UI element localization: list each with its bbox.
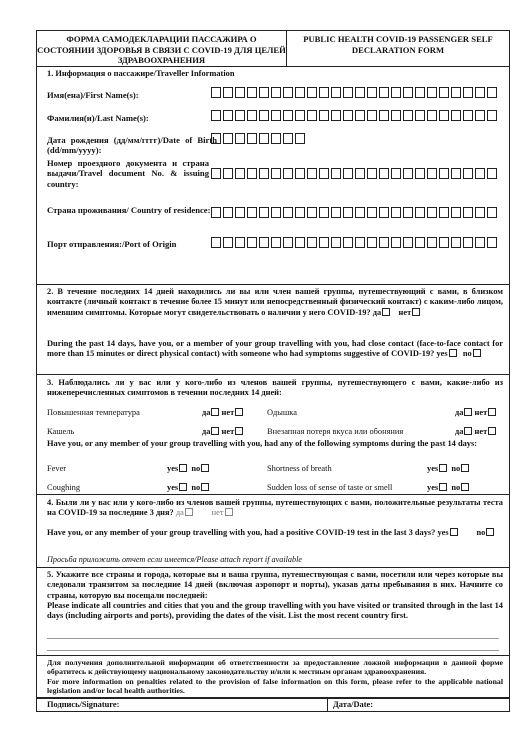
char-box[interactable] xyxy=(211,168,221,179)
char-box[interactable] xyxy=(295,207,305,218)
yes-label: да xyxy=(455,427,464,436)
no-label: no xyxy=(451,483,461,492)
char-box[interactable] xyxy=(487,110,497,121)
char-box[interactable] xyxy=(223,207,233,218)
yes-label: да xyxy=(202,408,211,417)
char-box[interactable] xyxy=(451,87,461,98)
char-box[interactable] xyxy=(223,110,233,121)
date-label: Дата/Date: xyxy=(333,700,373,709)
section4-yes-ru-checkbox[interactable] xyxy=(185,508,193,516)
char-box[interactable] xyxy=(271,168,281,179)
char-box[interactable] xyxy=(331,237,341,248)
last-name-field[interactable] xyxy=(211,110,499,121)
yes-label: да xyxy=(202,427,211,436)
travel-document-label: Номер проездного документа и страна выдачи/Travel document No. & issuing country: xyxy=(47,158,209,189)
char-box[interactable] xyxy=(475,168,485,179)
title-en: PUBLIC HEALTH COVID-19 PASSENGER SELF DECLARATION FORM xyxy=(303,34,493,55)
signature-row xyxy=(37,699,509,712)
no-label: нет xyxy=(474,408,488,417)
char-box[interactable] xyxy=(391,110,401,121)
char-box[interactable] xyxy=(475,237,485,248)
section-traveller-information xyxy=(37,67,509,285)
char-box[interactable] xyxy=(451,207,461,218)
char-box[interactable] xyxy=(463,237,473,248)
yes-label: yes xyxy=(167,483,179,492)
section5-text-en: Please indicate all countries and cities that you and the group travelling with you have visited or transited through in the last 14 days (including airports and ports), providing the dates of the visit. List the most recent country first. xyxy=(47,601,503,621)
char-box[interactable] xyxy=(283,110,293,121)
symptom-taste-ru: Внезапная потеря вкуса или обоняния xyxy=(267,427,404,436)
fever-en-yes-checkbox[interactable] xyxy=(179,464,187,472)
section4-question-en xyxy=(47,528,503,538)
char-box[interactable] xyxy=(307,87,317,98)
fever-en-no-checkbox[interactable] xyxy=(201,464,209,472)
section4-yes-ru-label: да xyxy=(175,508,184,518)
char-box[interactable] xyxy=(343,207,353,218)
char-box[interactable] xyxy=(463,168,473,179)
countries-line-2[interactable] xyxy=(47,650,499,651)
cough-en-yes-checkbox[interactable] xyxy=(179,483,187,491)
cough-en-no-checkbox[interactable] xyxy=(201,483,209,491)
char-box[interactable] xyxy=(355,168,365,179)
char-box[interactable] xyxy=(487,207,497,218)
section4-text-ru: 4. Были ли у вас или у кого-либо из членов вашей группы, путешествующих с вами, положительные результаты теста на COVID-19 за последние 3 дня? xyxy=(47,498,503,518)
char-box[interactable] xyxy=(379,237,389,248)
section4-yes-en-checkbox[interactable] xyxy=(450,528,458,536)
signature-label: Подпись/Signature: xyxy=(47,700,120,709)
symptom-fever-ru: Повышенная температура xyxy=(47,408,140,417)
char-box[interactable] xyxy=(271,237,281,248)
char-box[interactable] xyxy=(247,207,257,218)
char-box[interactable] xyxy=(235,168,245,179)
char-box[interactable] xyxy=(271,110,281,121)
shortness-ru-options xyxy=(455,408,496,418)
fever-ru-yes-checkbox[interactable] xyxy=(211,408,219,416)
char-box[interactable] xyxy=(259,237,269,248)
char-box[interactable] xyxy=(307,207,317,218)
char-box[interactable] xyxy=(307,110,317,121)
section6-text-en: For more information on penalties related to the provision of false information on this form, please refer to the applicable national legislation and/or local health authorities. xyxy=(47,677,503,695)
country-of-residence-field[interactable] xyxy=(211,207,499,218)
symptom-cough-ru: Кашель xyxy=(47,427,75,436)
section-positive-test xyxy=(37,495,509,568)
char-box[interactable] xyxy=(391,168,401,179)
travel-document-field[interactable] xyxy=(211,168,499,179)
title-ru: ФОРМА САМОДЕКЛАРАЦИИ ПАССАЖИРА О СОСТОЯНИИ ЗДОРОВЬЯ В СВЯЗИ С COVID-19 ДЛЯ ЦЕЛЕЙ ЗДРАВООХРАНЕНИЯ xyxy=(37,31,287,67)
char-box[interactable] xyxy=(415,207,425,218)
char-box[interactable] xyxy=(331,168,341,179)
section2-yes-ru-checkbox[interactable] xyxy=(382,308,390,316)
char-box[interactable] xyxy=(343,110,353,121)
section4-yes-en-label: yes xyxy=(437,528,449,537)
char-box[interactable] xyxy=(223,168,233,179)
char-box[interactable] xyxy=(295,133,305,144)
first-name-label: Имя(ена)/First Name(s): xyxy=(47,90,139,100)
char-box[interactable] xyxy=(391,87,401,98)
countries-line-1[interactable] xyxy=(47,638,499,639)
char-box[interactable] xyxy=(403,168,413,179)
char-box[interactable] xyxy=(391,237,401,248)
char-box[interactable] xyxy=(451,237,461,248)
shortness-ru-no-checkbox[interactable] xyxy=(488,408,496,416)
char-box[interactable] xyxy=(379,87,389,98)
char-box[interactable] xyxy=(319,237,329,248)
char-box[interactable] xyxy=(355,207,365,218)
taste-en-yes-checkbox[interactable] xyxy=(439,483,447,491)
shortness-en-options xyxy=(427,464,469,474)
section2-question-en xyxy=(47,339,503,360)
fever-en-options xyxy=(167,464,209,474)
shortness-en-no-checkbox[interactable] xyxy=(461,464,469,472)
char-box[interactable] xyxy=(439,207,449,218)
char-box[interactable] xyxy=(403,207,413,218)
char-box[interactable] xyxy=(451,168,461,179)
char-box[interactable] xyxy=(235,87,245,98)
section4-no-en-label: no xyxy=(476,528,486,537)
symptom-shortness-ru: Одышка xyxy=(267,408,297,417)
char-box[interactable] xyxy=(307,237,317,248)
char-box[interactable] xyxy=(451,110,461,121)
no-label: no xyxy=(191,483,201,492)
char-box[interactable] xyxy=(331,207,341,218)
taste-ru-yes-checkbox[interactable] xyxy=(464,427,472,435)
char-box[interactable] xyxy=(439,237,449,248)
yes-label: yes xyxy=(427,483,439,492)
char-box[interactable] xyxy=(223,133,233,144)
char-box[interactable] xyxy=(319,168,329,179)
section4-no-en-checkbox[interactable] xyxy=(486,528,494,536)
char-box[interactable] xyxy=(427,207,437,218)
char-box[interactable] xyxy=(295,168,305,179)
char-box[interactable] xyxy=(235,110,245,121)
char-box[interactable] xyxy=(211,207,221,218)
shortness-ru-yes-checkbox[interactable] xyxy=(464,408,472,416)
yes-label: да xyxy=(455,408,464,417)
fever-ru-no-checkbox[interactable] xyxy=(235,408,243,416)
symptom-taste-en: Sudden loss of sense of taste or smell xyxy=(267,483,393,492)
signature-divider xyxy=(327,699,328,712)
taste-en-options xyxy=(427,483,469,493)
symptom-shortness-en: Shortness of breath xyxy=(267,464,332,473)
no-label: нет xyxy=(221,408,235,417)
country-of-residence-label: Страна проживания/ Country of residence: xyxy=(47,205,211,215)
char-box[interactable] xyxy=(415,110,425,121)
char-box[interactable] xyxy=(427,110,437,121)
char-box[interactable] xyxy=(379,110,389,121)
char-box[interactable] xyxy=(247,87,257,98)
char-box[interactable] xyxy=(379,168,389,179)
char-box[interactable] xyxy=(235,237,245,248)
taste-ru-options xyxy=(455,427,496,437)
char-box[interactable] xyxy=(319,207,329,218)
char-box[interactable] xyxy=(463,87,473,98)
char-box[interactable] xyxy=(247,133,257,144)
char-box[interactable] xyxy=(367,237,377,248)
char-box[interactable] xyxy=(367,110,377,121)
section2-text-ru: 2. В течение последних 14 дней находились ли вы или член вашей группы, путешествующий с вами, в близком контакте (личный контакт в течение более 15 минут или непосредственный физический контакт) с каким-либо лицом, имевшим симптомы. Которые могут свидетельствовать о наличии у него COVID-19? xyxy=(47,287,503,317)
char-box[interactable] xyxy=(403,237,413,248)
char-box[interactable] xyxy=(367,207,377,218)
char-box[interactable] xyxy=(355,110,365,121)
char-box[interactable] xyxy=(283,133,293,144)
date-of-birth-field[interactable] xyxy=(211,133,307,144)
section2-no-en-label: no xyxy=(462,349,472,359)
char-box[interactable] xyxy=(343,237,353,248)
section2-text-en: During the past 14 days, have you, or a member of your group travelling with you, had close contact (face-to-face contact for more than 15 minutes or direct physical contact) with someone who had symptoms suggestive of COVID-19? xyxy=(47,339,503,359)
section3-text-en: Have you, or any member of your group travelling with you, had any of the following symptoms during the past 14 days: xyxy=(47,439,478,448)
char-box[interactable] xyxy=(223,237,233,248)
char-box[interactable] xyxy=(475,207,485,218)
char-box[interactable] xyxy=(403,110,413,121)
char-box[interactable] xyxy=(403,87,413,98)
section5-text-ru: 5. Укажите все страны и города, которые вы и ваша группа, путешествующая с вами, посетили или через которые вы следовали транзитом за последние 14 дней (включая аэропорт и порты), указав даты пребывания в них. Начните со страны, которую вы посещали последней: xyxy=(47,570,503,600)
char-box[interactable] xyxy=(283,168,293,179)
section2-question-ru xyxy=(47,287,503,318)
yes-label: yes xyxy=(427,464,439,473)
cough-en-options xyxy=(167,483,209,493)
char-box[interactable] xyxy=(463,110,473,121)
char-box[interactable] xyxy=(439,87,449,98)
yes-label: yes xyxy=(167,464,179,473)
char-box[interactable] xyxy=(223,87,233,98)
section4-question-ru xyxy=(47,498,503,519)
shortness-en-yes-checkbox[interactable] xyxy=(439,464,447,472)
char-box[interactable] xyxy=(415,87,425,98)
section4-no-ru-label: нет xyxy=(211,508,224,518)
char-box[interactable] xyxy=(427,237,437,248)
section-close-contact xyxy=(37,285,509,375)
char-box[interactable] xyxy=(319,110,329,121)
char-box[interactable] xyxy=(463,207,473,218)
port-of-origin-field[interactable] xyxy=(211,237,499,248)
no-label: no xyxy=(451,464,461,473)
section1-title: 1. Информация о пассажире/Traveller Information xyxy=(47,69,235,78)
char-box[interactable] xyxy=(427,87,437,98)
char-box[interactable] xyxy=(283,87,293,98)
section2-yes-ru-label: да xyxy=(372,307,382,317)
section-symptoms xyxy=(37,375,509,495)
char-box[interactable] xyxy=(487,87,497,98)
section2-yes-en-checkbox[interactable] xyxy=(449,349,457,357)
section3-text-ru: 3. Наблюдались ли у вас или у кого-либо из членов вашей группы, путешествующего с вами, какие-либо из нижеперечисленных симптомов в течении последних 14 дней: xyxy=(47,378,503,398)
char-box[interactable] xyxy=(295,237,305,248)
char-box[interactable] xyxy=(211,133,221,144)
char-box[interactable] xyxy=(211,87,221,98)
port-of-origin-label: Порт отправления:/Port of Origin xyxy=(47,239,177,249)
char-box[interactable] xyxy=(427,168,437,179)
char-box[interactable] xyxy=(259,207,269,218)
section-penalties-info xyxy=(37,656,509,699)
char-box[interactable] xyxy=(487,168,497,179)
last-name-label: Фамилия(и)/Last Name(s): xyxy=(47,113,149,123)
section4-no-ru-checkbox[interactable] xyxy=(225,508,233,516)
char-box[interactable] xyxy=(211,237,221,248)
char-box[interactable] xyxy=(391,207,401,218)
char-box[interactable] xyxy=(415,168,425,179)
attach-report-note: Просьба приложить отчет если имеется/Please attach report if available xyxy=(47,555,302,564)
char-box[interactable] xyxy=(475,110,485,121)
fever-ru-options xyxy=(202,408,243,418)
char-box[interactable] xyxy=(319,87,329,98)
char-box[interactable] xyxy=(259,133,269,144)
cough-ru-options xyxy=(202,427,243,437)
first-name-field[interactable] xyxy=(211,87,499,98)
cough-ru-yes-checkbox[interactable] xyxy=(211,427,219,435)
char-box[interactable] xyxy=(247,237,257,248)
no-label: no xyxy=(191,464,201,473)
section2-no-ru-checkbox[interactable] xyxy=(412,308,420,316)
section2-yes-en-label: yes xyxy=(436,349,448,359)
char-box[interactable] xyxy=(331,110,341,121)
char-box[interactable] xyxy=(307,168,317,179)
char-box[interactable] xyxy=(295,110,305,121)
char-box[interactable] xyxy=(259,168,269,179)
form-header xyxy=(37,31,509,67)
char-box[interactable] xyxy=(343,168,353,179)
char-box[interactable] xyxy=(355,237,365,248)
char-box[interactable] xyxy=(439,168,449,179)
char-box[interactable] xyxy=(235,133,245,144)
char-box[interactable] xyxy=(211,110,221,121)
char-box[interactable] xyxy=(283,207,293,218)
char-box[interactable] xyxy=(283,237,293,248)
no-label: нет xyxy=(474,427,488,436)
section2-no-en-checkbox[interactable] xyxy=(473,349,481,357)
char-box[interactable] xyxy=(271,87,281,98)
declaration-form xyxy=(36,30,510,712)
char-box[interactable] xyxy=(247,168,257,179)
section2-no-ru-label: нет xyxy=(398,307,412,317)
section-countries-visited xyxy=(37,568,509,656)
char-box[interactable] xyxy=(331,87,341,98)
char-box[interactable] xyxy=(247,110,257,121)
date-of-birth-label: Дата рождения (дд/мм/гггг)/Date of Birth (dd/mm/yyyy): xyxy=(47,135,217,156)
char-box[interactable] xyxy=(271,133,281,144)
taste-en-no-checkbox[interactable] xyxy=(461,483,469,491)
char-box[interactable] xyxy=(259,87,269,98)
char-box[interactable] xyxy=(379,207,389,218)
symptom-fever-en: Fever xyxy=(47,464,67,473)
char-box[interactable] xyxy=(295,87,305,98)
char-box[interactable] xyxy=(235,207,245,218)
char-box[interactable] xyxy=(271,207,281,218)
taste-ru-no-checkbox[interactable] xyxy=(488,427,496,435)
cough-ru-no-checkbox[interactable] xyxy=(235,427,243,435)
char-box[interactable] xyxy=(355,87,365,98)
char-box[interactable] xyxy=(415,237,425,248)
char-box[interactable] xyxy=(487,237,497,248)
char-box[interactable] xyxy=(367,168,377,179)
char-box[interactable] xyxy=(439,110,449,121)
section6-text-ru: Для получения дополнительной информации об ответственности за предоставление ложной информации в данной форме обратитесь к действующему национальному законодательству и/или к местным органам здравоохранения. xyxy=(47,658,503,676)
section4-text-en: Have you, or any member of your group travelling with you, had a positive COVID-19 test in the last 3 days? xyxy=(47,528,436,537)
char-box[interactable] xyxy=(475,87,485,98)
char-box[interactable] xyxy=(259,110,269,121)
char-box[interactable] xyxy=(343,87,353,98)
char-box[interactable] xyxy=(367,87,377,98)
no-label: нет xyxy=(221,427,235,436)
symptom-cough-en: Coughing xyxy=(47,483,81,492)
